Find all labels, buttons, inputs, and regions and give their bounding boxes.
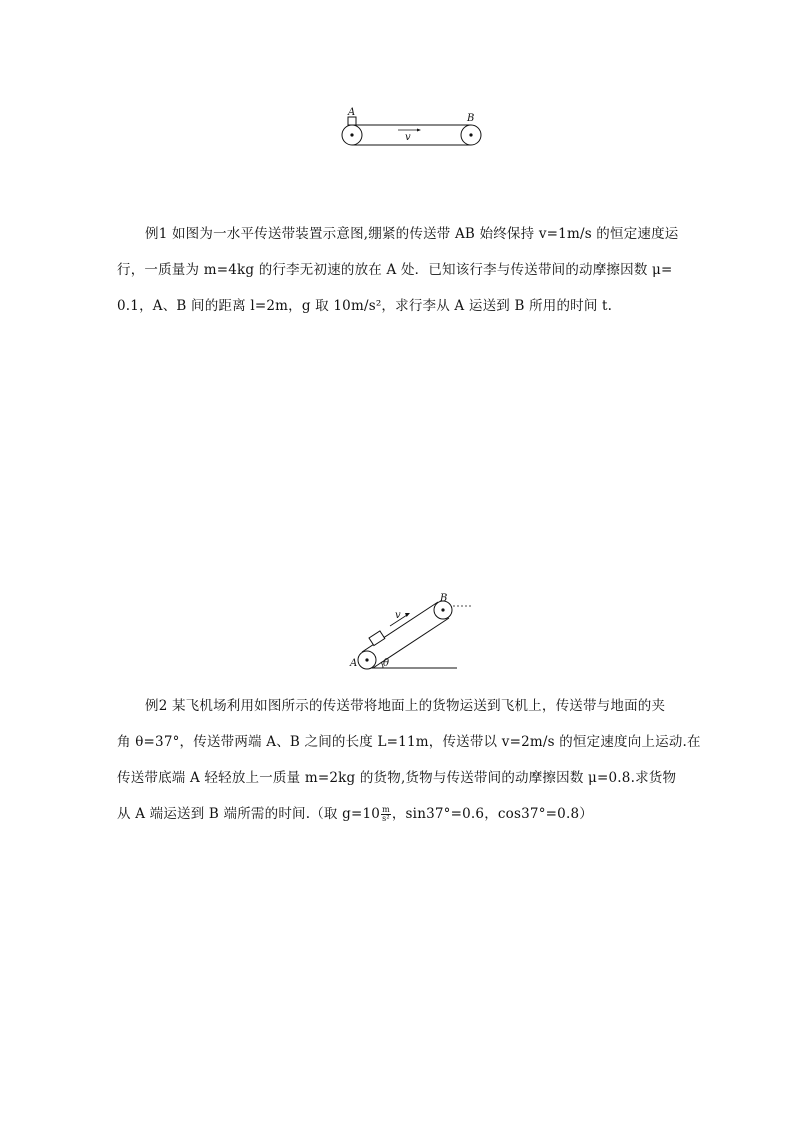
cargo-box [369,631,385,646]
example-1-line-1: 例1 如图为一水平传送带装置示意图,绷紧的传送带 AB 始终保持 v=1m/s 的恒定速度运 [145,226,679,242]
example-1-line-2: 行，一质量为 m=4kg 的行李无初速的放在 A 处．已知该行李与传送带间的动摩擦因数 μ= [117,262,673,278]
label-v: v [405,132,411,143]
example-2-line-4-end: ，sin37°=0.6，cos37°=0.8） [391,806,593,822]
example-2-text [117,688,701,832]
example-2-line-2: 角 θ=37°，传送带两端 A、B 之间的长度 L=11m，传送带以 v=2m/s 的恒定速度向上运动.在 [117,734,701,750]
example-2-line-3: 传送带底端 A 轻轻放上一质量 m=2kg 的货物,货物与传送带间的动摩擦因数 μ=0.8.求货物 [117,770,677,786]
luggage-box [348,117,356,125]
example-2-line-1: 例2 某飞机场利用如图所示的传送带将地面上的货物运送到飞机上，传送带与地面的夹 [145,698,666,714]
g-unit-fraction [381,806,391,823]
fraction-numerator: m [382,805,390,814]
horizontal-conveyor-figure [335,105,495,155]
example-2-line-4 [117,796,697,832]
label-b: B [467,113,475,124]
top-roller-axle [441,608,444,611]
example-2-line-4-start: 从 A 端运送到 B 端所需的时间.（取 g=10 [117,806,381,822]
example-1-line-3: 0.1，A、B 间的距离 l=2m，g 取 10m/s²，求行李从 A 运送到 B 所用的时间 t. [117,298,613,314]
right-roller-axle [469,133,472,136]
label-a: A [350,658,358,669]
label-theta: θ [383,658,390,669]
bottom-roller-axle [365,658,368,661]
velocity-arrowhead [417,129,421,132]
label-b: B [440,593,448,604]
left-roller-axle [350,133,353,136]
label-a: A [348,107,356,118]
label-v: v [395,610,401,621]
example-1-text [117,216,687,324]
inclined-conveyor-figure [345,590,480,675]
velocity-arrowhead [405,613,410,617]
fraction-denominator: s² [382,814,390,823]
